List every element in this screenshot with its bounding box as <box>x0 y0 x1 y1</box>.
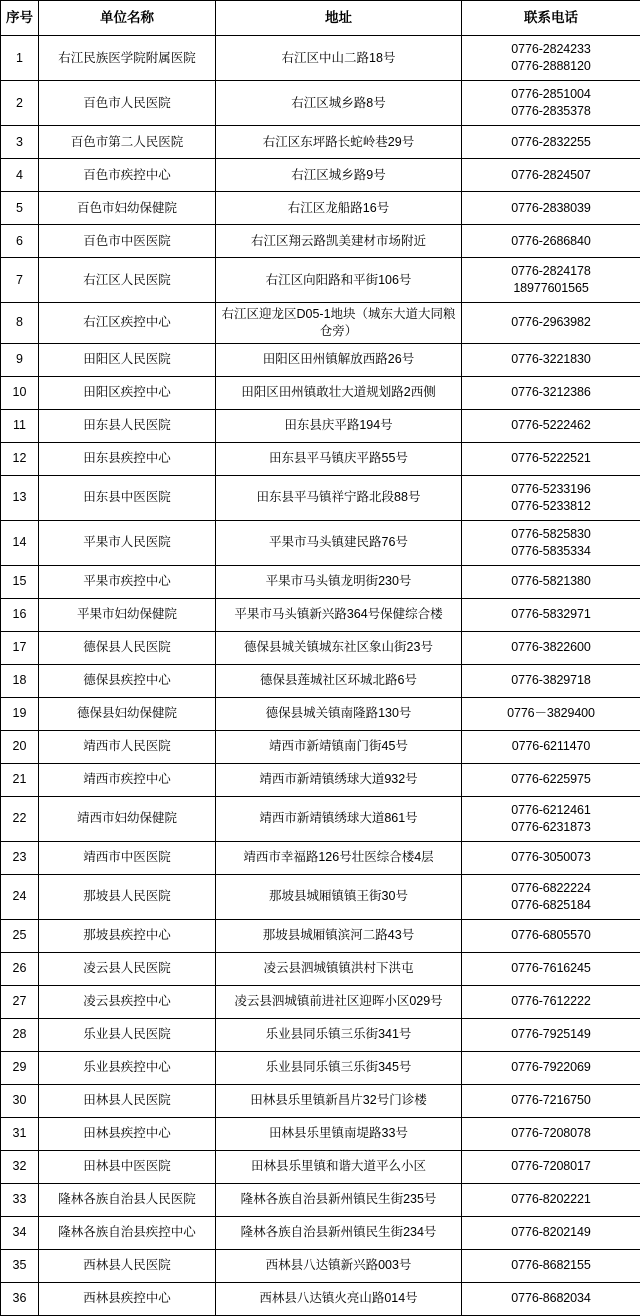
table-row <box>1 225 640 258</box>
cell-unit-name: 靖西市人民医院 <box>39 730 216 763</box>
cell-address: 那坡县城厢镇镇王街30号 <box>216 874 462 919</box>
table-row <box>1 376 640 409</box>
cell-unit-name: 田林县中医医院 <box>39 1150 216 1183</box>
cell-unit-name: 田林县疾控中心 <box>39 1117 216 1150</box>
cell-address: 平果市马头镇建民路76号 <box>216 520 462 565</box>
cell-unit-name: 德保县疾控中心 <box>39 664 216 697</box>
cell-unit-name: 乐业县人民医院 <box>39 1018 216 1051</box>
phone-number: 0776-6212461 <box>464 802 638 819</box>
table-row <box>1 598 640 631</box>
cell-phone <box>462 258 640 303</box>
cell-phone <box>462 697 640 730</box>
cell-unit-name: 田东县中医医院 <box>39 475 216 520</box>
cell-address: 田东县庆平路194号 <box>216 409 462 442</box>
cell-address: 田阳区田州镇敢壮大道规划路2西侧 <box>216 376 462 409</box>
phone-number: 0776-2888120 <box>464 58 638 75</box>
cell-unit-name: 田东县疾控中心 <box>39 442 216 475</box>
cell-unit-name: 西林县疾控中心 <box>39 1282 216 1315</box>
cell-index: 4 <box>1 159 39 192</box>
phone-number: 0776-7616245 <box>464 960 638 977</box>
phone-number: 0776-6225975 <box>464 771 638 788</box>
cell-unit-name: 那坡县人民医院 <box>39 874 216 919</box>
table-row <box>1 1018 640 1051</box>
table-row <box>1 1150 640 1183</box>
phone-number: 0776-5825830 <box>464 526 638 543</box>
cell-unit-name: 田东县人民医院 <box>39 409 216 442</box>
cell-index: 27 <box>1 985 39 1018</box>
table-body <box>1 36 640 1316</box>
cell-index: 19 <box>1 697 39 730</box>
phone-number: 0776-2838039 <box>464 200 638 217</box>
cell-phone <box>462 1084 640 1117</box>
cell-index: 1 <box>1 36 39 81</box>
cell-phone <box>462 730 640 763</box>
table-row <box>1 1117 640 1150</box>
column-header-unit-name: 单位名称 <box>39 1 216 36</box>
cell-phone <box>462 36 640 81</box>
cell-index: 34 <box>1 1216 39 1249</box>
cell-index: 25 <box>1 919 39 952</box>
cell-phone <box>462 631 640 664</box>
cell-address: 西林县八达镇新兴路003号 <box>216 1249 462 1282</box>
table-row <box>1 1249 640 1282</box>
cell-index: 8 <box>1 303 39 344</box>
phone-number: 0776-5222521 <box>464 450 638 467</box>
table-row <box>1 730 640 763</box>
cell-phone <box>462 919 640 952</box>
phone-number: 0776-2963982 <box>464 314 638 331</box>
cell-index: 35 <box>1 1249 39 1282</box>
phone-number: 0776-5832971 <box>464 606 638 623</box>
cell-phone <box>462 1150 640 1183</box>
table-header <box>1 1 640 36</box>
phone-number: 0776-2851004 <box>464 86 638 103</box>
cell-index: 15 <box>1 565 39 598</box>
cell-unit-name: 靖西市妇幼保健院 <box>39 796 216 841</box>
cell-phone <box>462 664 640 697</box>
cell-phone <box>462 126 640 159</box>
cell-unit-name: 平果市人民医院 <box>39 520 216 565</box>
cell-address: 隆林各族自治县新州镇民生街235号 <box>216 1183 462 1216</box>
cell-address: 德保县莲城社区环城北路6号 <box>216 664 462 697</box>
cell-address: 右江区翔云路凯美建材市场附近 <box>216 225 462 258</box>
phone-number: 0776-7612222 <box>464 993 638 1010</box>
cell-phone <box>462 376 640 409</box>
cell-unit-name: 百色市疾控中心 <box>39 159 216 192</box>
cell-unit-name: 田阳区人民医院 <box>39 343 216 376</box>
cell-unit-name: 凌云县疾控中心 <box>39 985 216 1018</box>
phone-number: 18977601565 <box>464 280 638 297</box>
table-row <box>1 442 640 475</box>
table-row <box>1 343 640 376</box>
table-row <box>1 1084 640 1117</box>
cell-unit-name: 德保县人民医院 <box>39 631 216 664</box>
cell-unit-name: 田林县人民医院 <box>39 1084 216 1117</box>
table-row <box>1 697 640 730</box>
cell-index: 31 <box>1 1117 39 1150</box>
phone-number: 0776-5835334 <box>464 543 638 560</box>
cell-unit-name: 靖西市疾控中心 <box>39 763 216 796</box>
cell-address: 平果市马头镇新兴路364号保健综合楼 <box>216 598 462 631</box>
table-row <box>1 475 640 520</box>
cell-index: 9 <box>1 343 39 376</box>
table-row <box>1 631 640 664</box>
cell-index: 30 <box>1 1084 39 1117</box>
cell-address: 右江区迎龙区D05-1地块（城东大道大同粮仓旁） <box>216 303 462 344</box>
cell-phone <box>462 598 640 631</box>
cell-phone <box>462 1117 640 1150</box>
cell-phone <box>462 192 640 225</box>
phone-number: 0776-7208017 <box>464 1158 638 1175</box>
phone-number: 0776-5222462 <box>464 417 638 434</box>
cell-address: 右江区向阳路和平街106号 <box>216 258 462 303</box>
cell-phone <box>462 985 640 1018</box>
table-row <box>1 1183 640 1216</box>
cell-phone <box>462 1183 640 1216</box>
cell-phone <box>462 1216 640 1249</box>
phone-number: 0776-7216750 <box>464 1092 638 1109</box>
cell-unit-name: 隆林各族自治县人民医院 <box>39 1183 216 1216</box>
phone-number: 0776-2835378 <box>464 103 638 120</box>
phone-number: 0776-2824507 <box>464 167 638 184</box>
cell-phone <box>462 303 640 344</box>
cell-address: 凌云县泗城镇前进社区迎晖小区029号 <box>216 985 462 1018</box>
table-row <box>1 409 640 442</box>
cell-index: 18 <box>1 664 39 697</box>
cell-address: 乐业县同乐镇三乐街345号 <box>216 1051 462 1084</box>
cell-unit-name: 平果市疾控中心 <box>39 565 216 598</box>
phone-number: 0776-8682034 <box>464 1290 638 1307</box>
cell-address: 田阳区田州镇解放西路26号 <box>216 343 462 376</box>
cell-unit-name: 百色市妇幼保健院 <box>39 192 216 225</box>
cell-index: 2 <box>1 81 39 126</box>
cell-index: 26 <box>1 952 39 985</box>
phone-number: 0776-6231873 <box>464 819 638 836</box>
cell-index: 36 <box>1 1282 39 1315</box>
cell-address: 右江区城乡路9号 <box>216 159 462 192</box>
cell-index: 16 <box>1 598 39 631</box>
cell-address: 靖西市新靖镇绣球大道861号 <box>216 796 462 841</box>
phone-number: 0776-7922069 <box>464 1059 638 1076</box>
table-row <box>1 796 640 841</box>
cell-phone <box>462 1018 640 1051</box>
cell-phone <box>462 159 640 192</box>
cell-phone <box>462 475 640 520</box>
table-row <box>1 763 640 796</box>
cell-address: 田东县平马镇庆平路55号 <box>216 442 462 475</box>
table-row <box>1 952 640 985</box>
phone-number: 0776-3829718 <box>464 672 638 689</box>
phone-number: 0776-5233812 <box>464 498 638 515</box>
phone-number: 0776-3221830 <box>464 351 638 368</box>
cell-index: 24 <box>1 874 39 919</box>
cell-address: 德保县城关镇南隆路130号 <box>216 697 462 730</box>
table-header-row <box>1 1 640 36</box>
phone-number: 0776-2686840 <box>464 233 638 250</box>
cell-index: 20 <box>1 730 39 763</box>
cell-index: 17 <box>1 631 39 664</box>
cell-address: 靖西市新靖镇南门街45号 <box>216 730 462 763</box>
table-row <box>1 36 640 81</box>
phone-number: 0776-8202221 <box>464 1191 638 1208</box>
cell-phone <box>462 1249 640 1282</box>
table-row <box>1 81 640 126</box>
phone-number: 0776-7925149 <box>464 1026 638 1043</box>
cell-unit-name: 平果市妇幼保健院 <box>39 598 216 631</box>
cell-index: 11 <box>1 409 39 442</box>
phone-number: 0776-3050073 <box>464 849 638 866</box>
cell-address: 凌云县泗城镇镇洪村下洪屯 <box>216 952 462 985</box>
cell-index: 32 <box>1 1150 39 1183</box>
cell-index: 23 <box>1 841 39 874</box>
cell-index: 29 <box>1 1051 39 1084</box>
cell-address: 田林县乐里镇南堤路33号 <box>216 1117 462 1150</box>
cell-address: 右江区龙船路16号 <box>216 192 462 225</box>
phone-number: 0776-6211470 <box>464 738 638 755</box>
cell-phone <box>462 1051 640 1084</box>
cell-unit-name: 右江区疾控中心 <box>39 303 216 344</box>
phone-number: 0776－3829400 <box>464 705 638 722</box>
cell-index: 10 <box>1 376 39 409</box>
table-row <box>1 1282 640 1315</box>
cell-address: 隆林各族自治县新州镇民生街234号 <box>216 1216 462 1249</box>
cell-unit-name: 那坡县疾控中心 <box>39 919 216 952</box>
cell-address: 那坡县城厢镇滨河二路43号 <box>216 919 462 952</box>
cell-index: 21 <box>1 763 39 796</box>
table-row <box>1 1051 640 1084</box>
cell-unit-name: 百色市第二人民医院 <box>39 126 216 159</box>
phone-number: 0776-6805570 <box>464 927 638 944</box>
cell-unit-name: 右江区人民医院 <box>39 258 216 303</box>
phone-number: 0776-2824233 <box>464 41 638 58</box>
table-row <box>1 159 640 192</box>
table-row <box>1 520 640 565</box>
cell-index: 6 <box>1 225 39 258</box>
cell-address: 乐业县同乐镇三乐街341号 <box>216 1018 462 1051</box>
cell-address: 德保县城关镇城东社区象山街23号 <box>216 631 462 664</box>
table-row <box>1 192 640 225</box>
cell-phone <box>462 1282 640 1315</box>
cell-phone <box>462 409 640 442</box>
cell-index: 7 <box>1 258 39 303</box>
cell-unit-name: 田阳区疾控中心 <box>39 376 216 409</box>
cell-index: 3 <box>1 126 39 159</box>
cell-unit-name: 乐业县疾控中心 <box>39 1051 216 1084</box>
cell-unit-name: 百色市人民医院 <box>39 81 216 126</box>
cell-index: 5 <box>1 192 39 225</box>
cell-unit-name: 靖西市中医医院 <box>39 841 216 874</box>
column-header-address: 地址 <box>216 1 462 36</box>
cell-address: 右江区中山二路18号 <box>216 36 462 81</box>
cell-phone <box>462 343 640 376</box>
table-row <box>1 126 640 159</box>
cell-index: 33 <box>1 1183 39 1216</box>
phone-number: 0776-7208078 <box>464 1125 638 1142</box>
column-header-phone: 联系电话 <box>462 1 640 36</box>
phone-number: 0776-8202149 <box>464 1224 638 1241</box>
cell-phone <box>462 520 640 565</box>
phone-number: 0776-5821380 <box>464 573 638 590</box>
cell-address: 田东县平马镇祥宁路北段88号 <box>216 475 462 520</box>
cell-phone <box>462 952 640 985</box>
table-row <box>1 985 640 1018</box>
cell-address: 平果市马头镇龙明街230号 <box>216 565 462 598</box>
phone-number: 0776-8682155 <box>464 1257 638 1274</box>
phone-number: 0776-5233196 <box>464 481 638 498</box>
cell-index: 13 <box>1 475 39 520</box>
table-row <box>1 874 640 919</box>
phone-number: 0776-6822224 <box>464 880 638 897</box>
phone-number: 0776-2832255 <box>464 134 638 151</box>
table-row <box>1 664 640 697</box>
cell-unit-name: 凌云县人民医院 <box>39 952 216 985</box>
cell-unit-name: 西林县人民医院 <box>39 1249 216 1282</box>
cell-address: 靖西市幸福路126号壮医综合楼4层 <box>216 841 462 874</box>
cell-index: 12 <box>1 442 39 475</box>
cell-index: 22 <box>1 796 39 841</box>
cell-address: 田林县乐里镇新昌片32号门诊楼 <box>216 1084 462 1117</box>
cell-phone <box>462 874 640 919</box>
cell-unit-name: 百色市中医医院 <box>39 225 216 258</box>
phone-number: 0776-6825184 <box>464 897 638 914</box>
cell-phone <box>462 81 640 126</box>
cell-address: 右江区东坪路长蛇岭巷29号 <box>216 126 462 159</box>
cell-phone <box>462 841 640 874</box>
cell-unit-name: 隆林各族自治县疾控中心 <box>39 1216 216 1249</box>
cell-phone <box>462 442 640 475</box>
phone-number: 0776-3212386 <box>464 384 638 401</box>
table-row <box>1 841 640 874</box>
cell-address: 右江区城乡路8号 <box>216 81 462 126</box>
table-row <box>1 303 640 344</box>
cell-address: 西林县八达镇火亮山路014号 <box>216 1282 462 1315</box>
cell-phone <box>462 763 640 796</box>
cell-address: 靖西市新靖镇绣球大道932号 <box>216 763 462 796</box>
column-header-index: 序号 <box>1 1 39 36</box>
cell-index: 28 <box>1 1018 39 1051</box>
phone-number: 0776-2824178 <box>464 263 638 280</box>
cell-index: 14 <box>1 520 39 565</box>
cell-unit-name: 右江民族医学院附属医院 <box>39 36 216 81</box>
table-row <box>1 919 640 952</box>
table-row <box>1 258 640 303</box>
table-row <box>1 1216 640 1249</box>
cell-phone <box>462 225 640 258</box>
table-row <box>1 565 640 598</box>
phone-number: 0776-3822600 <box>464 639 638 656</box>
cell-address: 田林县乐里镇和谐大道平么小区 <box>216 1150 462 1183</box>
cell-phone <box>462 565 640 598</box>
cell-unit-name: 德保县妇幼保健院 <box>39 697 216 730</box>
cell-phone <box>462 796 640 841</box>
